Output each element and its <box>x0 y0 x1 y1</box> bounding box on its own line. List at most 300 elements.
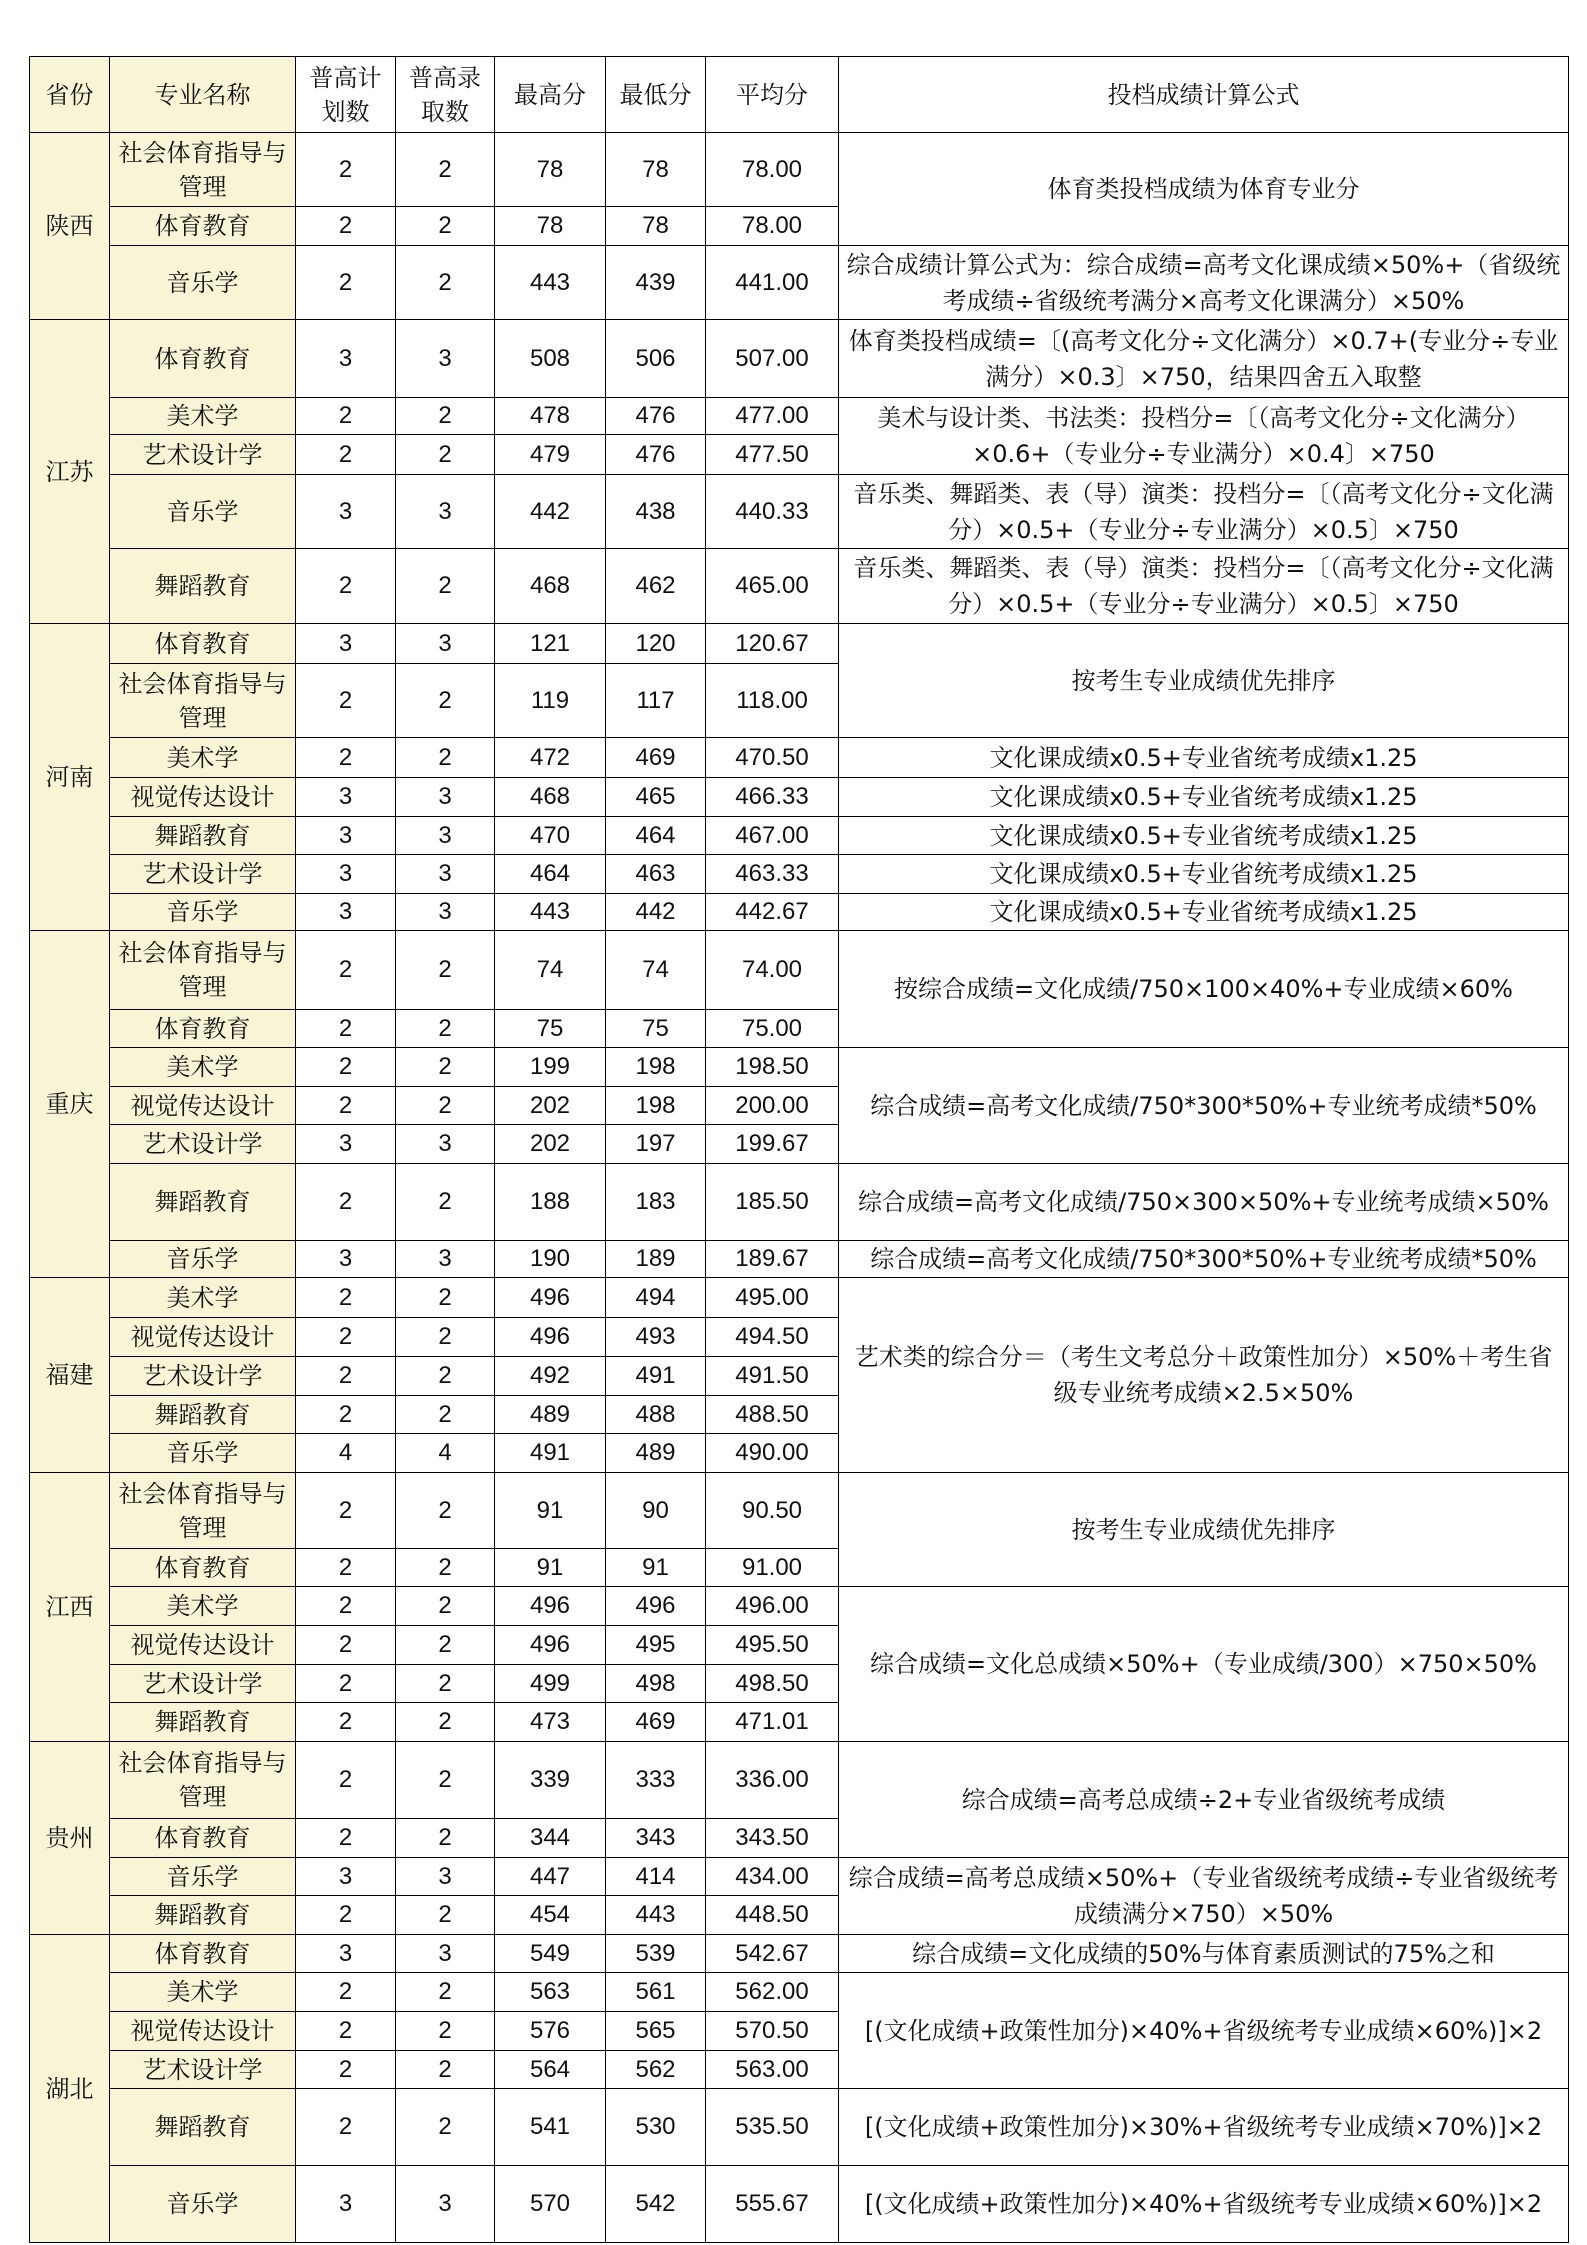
avg-score-cell: 495.00 <box>706 1278 839 1318</box>
plan-count-cell: 3 <box>296 1241 396 1278</box>
plan-count-cell: 3 <box>296 1858 396 1896</box>
max-score-cell: 563 <box>495 1973 606 2012</box>
formula-cell: 体育类投档成绩为体育专业分 <box>839 133 1569 246</box>
formula-cell: 文化课成绩x0.5+专业省统考成绩x1.25 <box>839 894 1569 931</box>
table-row <box>30 1241 1569 1278</box>
avg-score-cell: 75.00 <box>706 1010 839 1048</box>
major-name-cell: 舞蹈教育 <box>110 2089 296 2166</box>
admit-count-cell: 2 <box>396 931 495 1010</box>
max-score-cell: 464 <box>495 855 606 894</box>
table-row <box>30 894 1569 931</box>
avg-score-cell: 442.67 <box>706 894 839 931</box>
table-row <box>30 320 1569 398</box>
admit-count-cell: 2 <box>396 1819 495 1858</box>
plan-count-cell: 2 <box>296 435 396 475</box>
admit-count-cell: 2 <box>396 664 495 738</box>
major-name-cell: 音乐学 <box>110 894 296 931</box>
avg-score-cell: 189.67 <box>706 1241 839 1278</box>
major-name-cell: 舞蹈教育 <box>110 1396 296 1434</box>
admit-count-cell: 2 <box>396 1665 495 1703</box>
table-row <box>30 398 1569 435</box>
min-score-cell: 75 <box>606 1010 706 1048</box>
plan-count-cell: 2 <box>296 738 396 778</box>
header-max-score: 最高分 <box>495 57 606 133</box>
admit-count-cell: 3 <box>396 320 495 398</box>
major-name-cell: 美术学 <box>110 1587 296 1626</box>
avg-score-cell: 448.50 <box>706 1896 839 1935</box>
plan-count-cell: 2 <box>296 1896 396 1935</box>
avg-score-cell: 118.00 <box>706 664 839 738</box>
plan-count-cell: 2 <box>296 1549 396 1587</box>
header-row <box>30 57 1569 133</box>
max-score-cell: 74 <box>495 931 606 1010</box>
major-name-cell: 视觉传达设计 <box>110 778 296 817</box>
formula-cell: 综合成绩计算公式为：综合成绩=高考文化课成绩×50%+（省级统考成绩÷省级统考满分×高考文化课满分）×50% <box>839 246 1569 320</box>
avg-score-cell: 74.00 <box>706 931 839 1010</box>
plan-count-cell: 2 <box>296 931 396 1010</box>
formula-cell: 音乐类、舞蹈类、表（导）演类：投档分=〔（高考文化分÷文化满分）×0.5+（专业分÷专业满分）×0.5〕×750 <box>839 549 1569 624</box>
plan-count-cell: 3 <box>296 475 396 549</box>
max-score-cell: 121 <box>495 624 606 664</box>
admit-count-cell: 2 <box>396 1549 495 1587</box>
admission-scores-table <box>29 56 1569 2243</box>
major-name-cell: 艺术设计学 <box>110 1125 296 1164</box>
max-score-cell: 188 <box>495 1164 606 1241</box>
plan-count-cell: 2 <box>296 1819 396 1858</box>
min-score-cell: 78 <box>606 207 706 246</box>
header-plan-count <box>296 57 396 133</box>
plan-count-cell: 3 <box>296 894 396 931</box>
major-name-cell: 美术学 <box>110 738 296 778</box>
table-row <box>30 246 1569 320</box>
avg-score-cell: 495.50 <box>706 1626 839 1665</box>
major-name-cell: 视觉传达设计 <box>110 2012 296 2051</box>
admit-count-cell: 2 <box>396 1587 495 1626</box>
table-row <box>30 931 1569 1010</box>
admit-count-cell: 3 <box>396 894 495 931</box>
max-score-cell: 492 <box>495 1357 606 1396</box>
min-score-cell: 443 <box>606 1896 706 1935</box>
plan-count-cell: 2 <box>296 1278 396 1318</box>
avg-score-cell: 535.50 <box>706 2089 839 2166</box>
admit-count-cell: 2 <box>396 738 495 778</box>
plan-count-cell: 2 <box>296 2089 396 2166</box>
table-row <box>30 1858 1569 1896</box>
formula-cell: 综合成绩=高考文化成绩/750*300*50%+专业统考成绩*50% <box>839 1048 1569 1164</box>
admit-count-cell: 2 <box>396 435 495 475</box>
formula-cell: 体育类投档成绩=〔(高考文化分÷文化满分）×0.7+(专业分÷专业满分）×0.3〕×750，结果四舍五入取整 <box>839 320 1569 398</box>
plan-count-cell: 2 <box>296 1665 396 1703</box>
min-score-cell: 469 <box>606 738 706 778</box>
max-score-cell: 119 <box>495 664 606 738</box>
min-score-cell: 197 <box>606 1125 706 1164</box>
formula-cell: 按考生专业成绩优先排序 <box>839 1473 1569 1587</box>
plan-count-cell: 3 <box>296 2166 396 2243</box>
province-cell: 湖北 <box>30 1935 110 2243</box>
min-score-cell: 565 <box>606 2012 706 2051</box>
table-row <box>30 2089 1569 2166</box>
major-name-cell: 体育教育 <box>110 1010 296 1048</box>
table-row <box>30 1935 1569 1973</box>
admit-count-cell: 3 <box>396 624 495 664</box>
min-score-cell: 469 <box>606 1703 706 1742</box>
avg-score-cell: 78.00 <box>706 207 839 246</box>
min-score-cell: 78 <box>606 133 706 207</box>
major-name-cell: 艺术设计学 <box>110 1357 296 1396</box>
min-score-cell: 496 <box>606 1587 706 1626</box>
max-score-cell: 447 <box>495 1858 606 1896</box>
table-row <box>30 1742 1569 1819</box>
formula-cell: 按综合成绩=文化成绩/750×100×40%+专业成绩×60% <box>839 931 1569 1048</box>
avg-score-cell: 562.00 <box>706 1973 839 2012</box>
major-name-cell: 社会体育指导与管理 <box>110 133 296 207</box>
min-score-cell: 491 <box>606 1357 706 1396</box>
table-row <box>30 133 1569 207</box>
formula-cell: 按考生专业成绩优先排序 <box>839 624 1569 738</box>
formula-cell: 综合成绩=高考文化成绩/750*300*50%+专业统考成绩*50% <box>839 1241 1569 1278</box>
plan-count-cell: 3 <box>296 320 396 398</box>
max-score-cell: 199 <box>495 1048 606 1087</box>
formula-cell: [(文化成绩+政策性加分)×40%+省级统考专业成绩×60%)]×2 <box>839 2166 1569 2243</box>
avg-score-cell: 91.00 <box>706 1549 839 1587</box>
major-name-cell: 体育教育 <box>110 207 296 246</box>
plan-count-cell: 2 <box>296 664 396 738</box>
min-score-cell: 476 <box>606 398 706 435</box>
admit-count-cell: 2 <box>396 1048 495 1087</box>
plan-count-cell: 2 <box>296 1473 396 1549</box>
avg-score-cell: 466.33 <box>706 778 839 817</box>
admit-count-cell: 2 <box>396 1087 495 1125</box>
avg-score-cell: 440.33 <box>706 475 839 549</box>
avg-score-cell: 90.50 <box>706 1473 839 1549</box>
plan-count-cell: 2 <box>296 2051 396 2089</box>
avg-score-cell: 199.67 <box>706 1125 839 1164</box>
min-score-cell: 414 <box>606 1858 706 1896</box>
plan-count-cell: 3 <box>296 1935 396 1973</box>
admit-count-cell: 2 <box>396 207 495 246</box>
major-name-cell: 视觉传达设计 <box>110 1087 296 1125</box>
avg-score-cell: 185.50 <box>706 1164 839 1241</box>
plan-count-cell: 3 <box>296 855 396 894</box>
plan-count-cell: 2 <box>296 1048 396 1087</box>
avg-score-cell: 470.50 <box>706 738 839 778</box>
admit-count-cell: 2 <box>396 398 495 435</box>
max-score-cell: 78 <box>495 207 606 246</box>
min-score-cell: 90 <box>606 1473 706 1549</box>
admit-count-cell: 2 <box>396 1318 495 1357</box>
header-formula: 投档成绩计算公式 <box>839 57 1569 133</box>
major-name-cell: 美术学 <box>110 1278 296 1318</box>
avg-score-cell: 563.00 <box>706 2051 839 2089</box>
min-score-cell: 476 <box>606 435 706 475</box>
plan-count-cell: 2 <box>296 133 396 207</box>
admit-count-cell: 2 <box>396 1896 495 1935</box>
major-name-cell: 体育教育 <box>110 320 296 398</box>
max-score-cell: 75 <box>495 1010 606 1048</box>
header-admit-line1: 普高录 <box>409 63 481 92</box>
admit-count-cell: 3 <box>396 778 495 817</box>
major-name-cell: 舞蹈教育 <box>110 1896 296 1935</box>
avg-score-cell: 477.50 <box>706 435 839 475</box>
province-cell: 重庆 <box>30 931 110 1278</box>
plan-count-cell: 2 <box>296 1318 396 1357</box>
major-name-cell: 音乐学 <box>110 1241 296 1278</box>
table-body <box>30 133 1569 2243</box>
avg-score-cell: 120.67 <box>706 624 839 664</box>
header-plan-line2: 划数 <box>321 97 370 126</box>
major-name-cell: 音乐学 <box>110 1858 296 1896</box>
admit-count-cell: 2 <box>396 1010 495 1048</box>
min-score-cell: 489 <box>606 1434 706 1473</box>
admit-count-cell: 3 <box>396 475 495 549</box>
max-score-cell: 454 <box>495 1896 606 1935</box>
major-name-cell: 艺术设计学 <box>110 855 296 894</box>
min-score-cell: 493 <box>606 1318 706 1357</box>
avg-score-cell: 463.33 <box>706 855 839 894</box>
min-score-cell: 91 <box>606 1549 706 1587</box>
major-name-cell: 体育教育 <box>110 1549 296 1587</box>
formula-cell: [(文化成绩+政策性加分)×30%+省级统考专业成绩×70%)]×2 <box>839 2089 1569 2166</box>
avg-score-cell: 477.00 <box>706 398 839 435</box>
max-score-cell: 491 <box>495 1434 606 1473</box>
major-name-cell: 视觉传达设计 <box>110 1318 296 1357</box>
avg-score-cell: 336.00 <box>706 1742 839 1819</box>
avg-score-cell: 555.67 <box>706 2166 839 2243</box>
header-min-score: 最低分 <box>606 57 706 133</box>
min-score-cell: 442 <box>606 894 706 931</box>
major-name-cell: 体育教育 <box>110 1935 296 1973</box>
major-name-cell: 艺术设计学 <box>110 1665 296 1703</box>
table-row <box>30 1164 1569 1241</box>
plan-count-cell: 2 <box>296 1010 396 1048</box>
min-score-cell: 198 <box>606 1087 706 1125</box>
min-score-cell: 464 <box>606 817 706 855</box>
min-score-cell: 74 <box>606 931 706 1010</box>
admit-count-cell: 3 <box>396 817 495 855</box>
formula-cell: 综合成绩=文化成绩的50%与体育素质测试的75%之和 <box>839 1935 1569 1973</box>
max-score-cell: 78 <box>495 133 606 207</box>
plan-count-cell: 2 <box>296 246 396 320</box>
min-score-cell: 498 <box>606 1665 706 1703</box>
avg-score-cell: 198.50 <box>706 1048 839 1087</box>
avg-score-cell: 471.01 <box>706 1703 839 1742</box>
formula-cell: 艺术类的综合分＝（考生文考总分＋政策性加分）×50%＋考生省级专业统考成绩×2.5×50% <box>839 1278 1569 1473</box>
max-score-cell: 541 <box>495 2089 606 2166</box>
province-cell: 江西 <box>30 1473 110 1742</box>
max-score-cell: 473 <box>495 1703 606 1742</box>
province-cell: 陕西 <box>30 133 110 320</box>
max-score-cell: 91 <box>495 1473 606 1549</box>
major-name-cell: 体育教育 <box>110 1819 296 1858</box>
min-score-cell: 488 <box>606 1396 706 1434</box>
avg-score-cell: 488.50 <box>706 1396 839 1434</box>
admit-count-cell: 2 <box>396 549 495 624</box>
min-score-cell: 530 <box>606 2089 706 2166</box>
major-name-cell: 音乐学 <box>110 2166 296 2243</box>
avg-score-cell: 200.00 <box>706 1087 839 1125</box>
plan-count-cell: 4 <box>296 1434 396 1473</box>
plan-count-cell: 2 <box>296 1357 396 1396</box>
admit-count-cell: 2 <box>396 1164 495 1241</box>
max-score-cell: 468 <box>495 549 606 624</box>
avg-score-cell: 434.00 <box>706 1858 839 1896</box>
max-score-cell: 496 <box>495 1587 606 1626</box>
min-score-cell: 117 <box>606 664 706 738</box>
plan-count-cell: 3 <box>296 778 396 817</box>
major-name-cell: 美术学 <box>110 398 296 435</box>
major-name-cell: 舞蹈教育 <box>110 549 296 624</box>
table-row <box>30 1973 1569 2012</box>
plan-count-cell: 2 <box>296 207 396 246</box>
major-name-cell: 社会体育指导与管理 <box>110 664 296 738</box>
major-name-cell: 艺术设计学 <box>110 435 296 475</box>
table-row <box>30 855 1569 894</box>
formula-cell: 音乐类、舞蹈类、表（导）演类：投档分=〔（高考文化分÷文化满分）×0.5+（专业分÷专业满分）×0.5〕×750 <box>839 475 1569 549</box>
avg-score-cell: 343.50 <box>706 1819 839 1858</box>
min-score-cell: 120 <box>606 624 706 664</box>
min-score-cell: 542 <box>606 2166 706 2243</box>
min-score-cell: 494 <box>606 1278 706 1318</box>
max-score-cell: 549 <box>495 1935 606 1973</box>
plan-count-cell: 2 <box>296 1396 396 1434</box>
table-row <box>30 624 1569 664</box>
table-row <box>30 738 1569 778</box>
max-score-cell: 496 <box>495 1318 606 1357</box>
plan-count-cell: 2 <box>296 1164 396 1241</box>
major-name-cell: 音乐学 <box>110 475 296 549</box>
min-score-cell: 562 <box>606 2051 706 2089</box>
max-score-cell: 190 <box>495 1241 606 1278</box>
max-score-cell: 496 <box>495 1626 606 1665</box>
table-row <box>30 778 1569 817</box>
min-score-cell: 439 <box>606 246 706 320</box>
major-name-cell: 美术学 <box>110 1048 296 1087</box>
formula-cell: 文化课成绩x0.5+专业省统考成绩x1.25 <box>839 855 1569 894</box>
admit-count-cell: 2 <box>396 1703 495 1742</box>
major-name-cell: 社会体育指导与管理 <box>110 931 296 1010</box>
admit-count-cell: 2 <box>396 1278 495 1318</box>
max-score-cell: 202 <box>495 1087 606 1125</box>
max-score-cell: 202 <box>495 1125 606 1164</box>
plan-count-cell: 3 <box>296 624 396 664</box>
admit-count-cell: 2 <box>396 2089 495 2166</box>
admit-count-cell: 2 <box>396 1973 495 2012</box>
max-score-cell: 479 <box>495 435 606 475</box>
avg-score-cell: 491.50 <box>706 1357 839 1396</box>
max-score-cell: 443 <box>495 246 606 320</box>
min-score-cell: 343 <box>606 1819 706 1858</box>
max-score-cell: 443 <box>495 894 606 931</box>
max-score-cell: 496 <box>495 1278 606 1318</box>
min-score-cell: 463 <box>606 855 706 894</box>
major-name-cell: 美术学 <box>110 1973 296 2012</box>
max-score-cell: 570 <box>495 2166 606 2243</box>
max-score-cell: 344 <box>495 1819 606 1858</box>
plan-count-cell: 2 <box>296 2012 396 2051</box>
formula-cell: 文化课成绩x0.5+专业省统考成绩x1.25 <box>839 778 1569 817</box>
header-plan-line1: 普高计 <box>309 63 382 92</box>
province-cell: 江苏 <box>30 320 110 624</box>
min-score-cell: 539 <box>606 1935 706 1973</box>
min-score-cell: 198 <box>606 1048 706 1087</box>
formula-cell: 综合成绩=高考总成绩÷2+专业省级统考成绩 <box>839 1742 1569 1858</box>
max-score-cell: 91 <box>495 1549 606 1587</box>
avg-score-cell: 507.00 <box>706 320 839 398</box>
major-name-cell: 舞蹈教育 <box>110 1164 296 1241</box>
admit-count-cell: 2 <box>396 1626 495 1665</box>
admit-count-cell: 2 <box>396 246 495 320</box>
max-score-cell: 470 <box>495 817 606 855</box>
admit-count-cell: 4 <box>396 1434 495 1473</box>
major-name-cell: 体育教育 <box>110 624 296 664</box>
plan-count-cell: 2 <box>296 1703 396 1742</box>
plan-count-cell: 2 <box>296 549 396 624</box>
formula-cell: 综合成绩=高考文化成绩/750×300×50%+专业统考成绩×50% <box>839 1164 1569 1241</box>
admit-count-cell: 2 <box>396 1357 495 1396</box>
avg-score-cell: 465.00 <box>706 549 839 624</box>
major-name-cell: 社会体育指导与管理 <box>110 1473 296 1549</box>
admit-count-cell: 2 <box>396 1742 495 1819</box>
admit-count-cell: 2 <box>396 133 495 207</box>
plan-count-cell: 2 <box>296 398 396 435</box>
admit-count-cell: 3 <box>396 1125 495 1164</box>
plan-count-cell: 2 <box>296 1973 396 2012</box>
table-row <box>30 817 1569 855</box>
header-admit-line2: 取数 <box>421 97 469 126</box>
major-name-cell: 音乐学 <box>110 246 296 320</box>
major-name-cell: 舞蹈教育 <box>110 817 296 855</box>
admit-count-cell: 2 <box>396 2012 495 2051</box>
max-score-cell: 478 <box>495 398 606 435</box>
avg-score-cell: 494.50 <box>706 1318 839 1357</box>
admit-count-cell: 3 <box>396 1935 495 1973</box>
table-row <box>30 1587 1569 1626</box>
max-score-cell: 508 <box>495 320 606 398</box>
header-admit-count <box>396 57 495 133</box>
province-cell: 河南 <box>30 624 110 931</box>
min-score-cell: 183 <box>606 1164 706 1241</box>
max-score-cell: 339 <box>495 1742 606 1819</box>
table-row <box>30 1048 1569 1087</box>
min-score-cell: 465 <box>606 778 706 817</box>
admit-count-cell: 3 <box>396 1858 495 1896</box>
min-score-cell: 495 <box>606 1626 706 1665</box>
header-province: 省份 <box>30 57 110 133</box>
avg-score-cell: 490.00 <box>706 1434 839 1473</box>
avg-score-cell: 498.50 <box>706 1665 839 1703</box>
avg-score-cell: 570.50 <box>706 2012 839 2051</box>
min-score-cell: 506 <box>606 320 706 398</box>
max-score-cell: 442 <box>495 475 606 549</box>
formula-cell: 美术与设计类、书法类：投档分=〔（高考文化分÷文化满分）×0.6+（专业分÷专业满分）×0.4〕×750 <box>839 398 1569 475</box>
plan-count-cell: 2 <box>296 1087 396 1125</box>
max-score-cell: 472 <box>495 738 606 778</box>
max-score-cell: 499 <box>495 1665 606 1703</box>
admit-count-cell: 3 <box>396 1241 495 1278</box>
avg-score-cell: 78.00 <box>706 133 839 207</box>
province-cell: 福建 <box>30 1278 110 1473</box>
admit-count-cell: 3 <box>396 855 495 894</box>
plan-count-cell: 2 <box>296 1626 396 1665</box>
major-name-cell: 视觉传达设计 <box>110 1626 296 1665</box>
header-major: 专业名称 <box>110 57 296 133</box>
major-name-cell: 舞蹈教育 <box>110 1703 296 1742</box>
plan-count-cell: 3 <box>296 817 396 855</box>
admit-count-cell: 3 <box>396 2166 495 2243</box>
table-row <box>30 1473 1569 1549</box>
max-score-cell: 576 <box>495 2012 606 2051</box>
avg-score-cell: 496.00 <box>706 1587 839 1626</box>
